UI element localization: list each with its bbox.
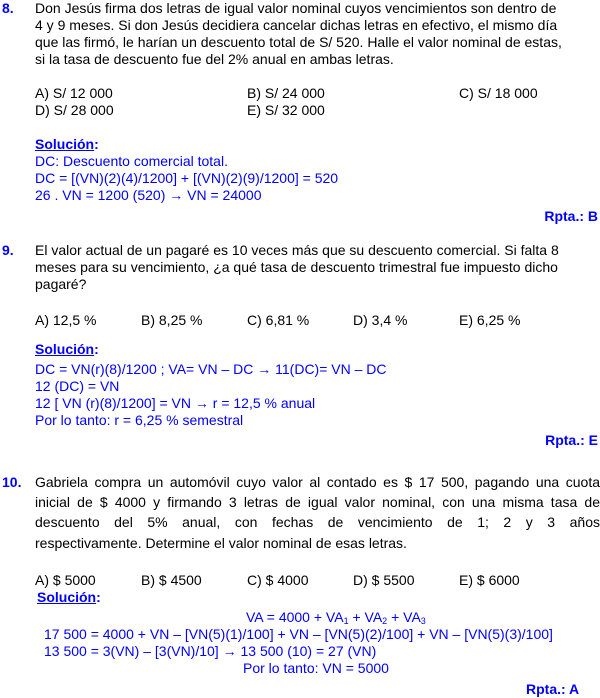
statement-line: pagaré? xyxy=(35,276,87,292)
statement-line: que las firmó, le harían un descuento total de S/ 520. Halle el valor nominal de estas, xyxy=(35,34,562,50)
solution-line: Por lo tanto: VN = 5000 xyxy=(243,660,389,676)
solution-line: 26 . VN = 1200 (520) → VN = 24000 xyxy=(35,187,262,203)
solution-label: Solución xyxy=(35,341,95,357)
solution-colon: : xyxy=(96,589,101,605)
statement-line: inicial de $ 4000 y firmando 3 letras de igual valor nominal, con una misma tasa de xyxy=(35,494,600,510)
statement-line: descuento del 5% anual, con fechas de vencimiento de 1; 2 y 3 años xyxy=(35,514,600,530)
va-prefix: VA = 4000 + VA xyxy=(246,609,344,625)
va-subscript: 2 xyxy=(382,616,388,626)
solution-colon: : xyxy=(94,341,99,357)
answer: Rpta.: A xyxy=(526,681,580,697)
solution-line: DC = [(VN)(2)(4)/1200] + [(VN)(2)(9)/1200] = 520 xyxy=(35,170,339,186)
solution-heading xyxy=(35,136,99,153)
solution-line: Por lo tanto: r = 6,25 % semestral xyxy=(35,412,244,428)
solution-line: DC = VN(r)(8)/1200 ; VA= VN – DC → 11(DC)= VN – DC xyxy=(35,361,387,377)
statement-line: 4 y 9 meses. Si don Jesús decidiera cancelar dichas letras en efectivo, el mismo día xyxy=(35,17,558,33)
option: E) $ 6000 xyxy=(459,572,520,588)
solution-heading xyxy=(35,341,99,358)
statement-line: Gabriela compra un automóvil cuyo valor al contado es $ 17 500, pagando una cuota xyxy=(35,474,600,490)
problem-number: 10. xyxy=(2,474,22,490)
option: B) $ 4500 xyxy=(141,572,202,588)
problem-number: 9. xyxy=(2,242,14,258)
option: B) 8,25 % xyxy=(141,312,203,328)
answer: Rpta.: E xyxy=(545,432,598,448)
statement-line: Don Jesús firma dos letras de igual valor nominal cuyos vencimientos son dentro de xyxy=(35,0,557,16)
option: D) S/ 28 000 xyxy=(35,102,114,118)
va-equation xyxy=(246,609,426,626)
solution-heading xyxy=(37,589,101,606)
statement-line: si la tasa de descuento fue del 2% anual en ambas letras. xyxy=(35,51,394,67)
solution-colon: : xyxy=(94,136,99,152)
solution-line: 17 500 = 4000 + VN – [VN(5)(1)/100] + VN – [VN(5)(2)/100] + VN – [VN(5)(3)/100] xyxy=(44,626,553,642)
solution-line: DC: Descuento comercial total. xyxy=(35,153,228,169)
statement-line: meses para su vencimiento, ¿a qué tasa de descuento trimestral fue impuesto dicho xyxy=(35,259,558,275)
solution-line: 12 [ VN (r)(8)/1200] = VN → r = 12,5 % anual xyxy=(35,395,316,411)
statement-line: El valor actual de un pagaré es 10 veces más que su descuento comercial. Si falta 8 xyxy=(35,242,559,258)
statement-line: respectivamente. Determine el valor nominal de esas letras. xyxy=(35,535,407,551)
option: D) $ 5500 xyxy=(353,572,415,588)
va-subscript: 1 xyxy=(343,616,349,626)
option: A) 12,5 % xyxy=(35,312,97,328)
answer: Rpta.: B xyxy=(544,208,598,224)
va-mid: + VA xyxy=(387,609,421,625)
option: E) S/ 32 000 xyxy=(247,102,325,118)
option: A) $ 5000 xyxy=(35,572,96,588)
solution-line: 12 (DC) = VN xyxy=(35,378,120,394)
solution-line: 13 500 = 3(VN) – [3(VN)/10] → 13 500 (10) = 27 (VN) xyxy=(44,643,377,659)
solution-label: Solución xyxy=(35,136,95,152)
problem-number: 8. xyxy=(2,0,14,16)
option: A) S/ 12 000 xyxy=(35,85,113,101)
option: C) $ 4000 xyxy=(247,572,309,588)
option: C) 6,81 % xyxy=(247,312,310,328)
option: C) S/ 18 000 xyxy=(459,85,538,101)
option: B) S/ 24 000 xyxy=(247,85,325,101)
solution-label: Solución xyxy=(37,589,97,605)
option: D) 3,4 % xyxy=(353,312,408,328)
va-subscript: 3 xyxy=(420,616,426,626)
option: E) 6,25 % xyxy=(459,312,521,328)
va-mid: + VA xyxy=(348,609,383,625)
